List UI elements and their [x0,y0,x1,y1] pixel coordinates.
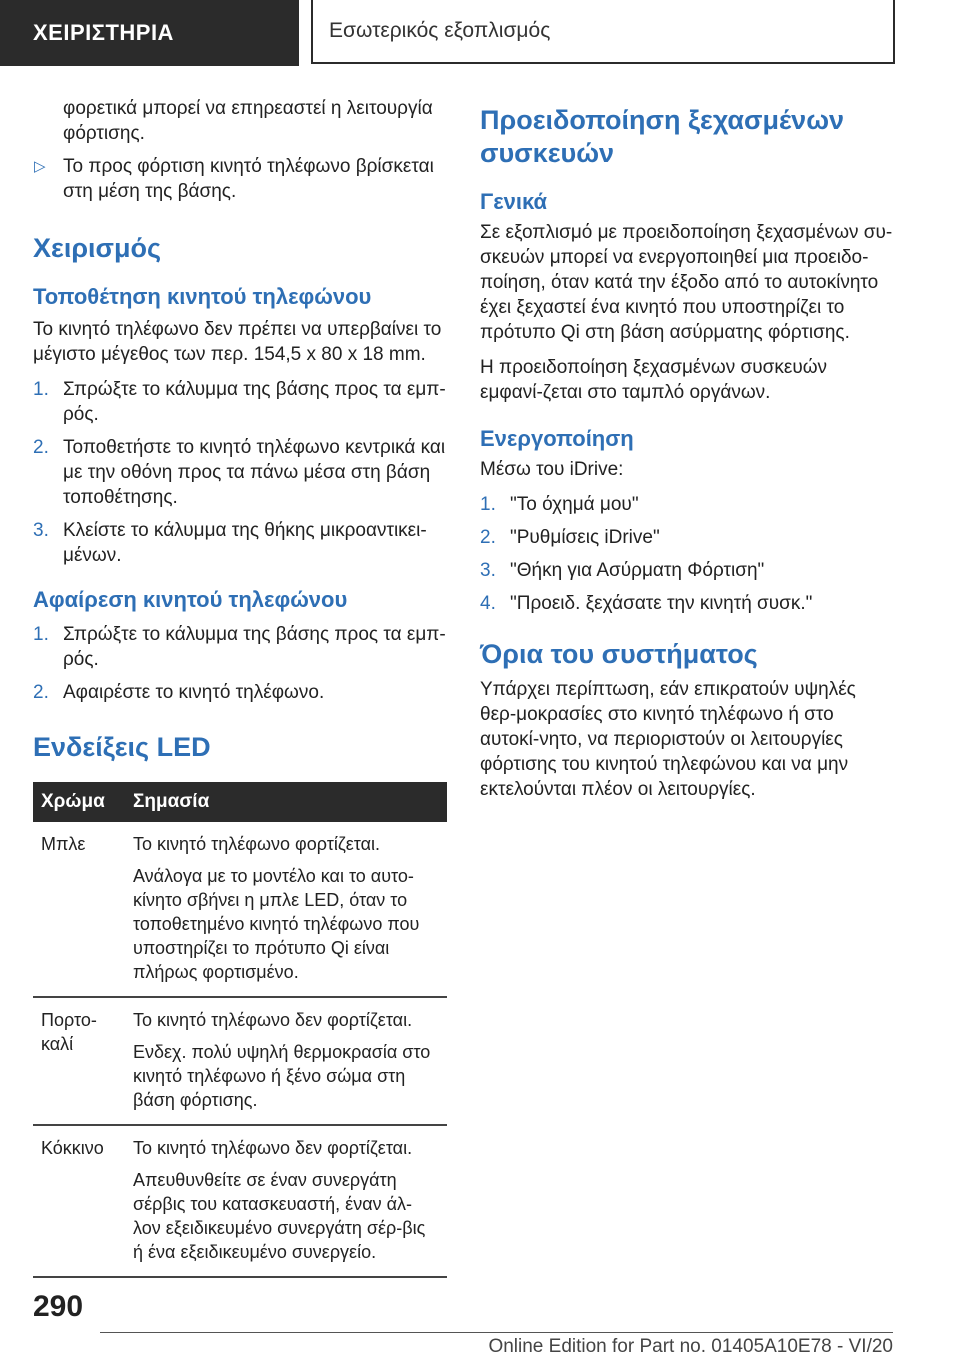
edition-label: Online Edition for Part no. 01405A10E78 - VI/20 [488,1336,893,1357]
heading-place-phone: Τοποθέτηση κινητού τηλεφώνου [33,284,372,309]
section-label: Εσωτερικός εξοπλισμός [311,0,895,64]
led-meaning-cell [125,822,447,997]
heading-activation: Ενεργοποίηση [480,426,634,451]
step-text: Σπρώξτε το κάλυμμα της βάσης προς τα εμπ-ρός. [63,624,446,670]
heading-system-limits: Όρια του συστήματος [480,639,758,669]
step-text: Τοποθετήστε το κινητό τηλέφωνο κεντρικά και με την οθόνη προς τα πάνω μέσα στη βάση τοποθέτησης. [63,437,446,508]
page-number: 290 [33,1290,84,1323]
led-color-cell: Κόκκινο [33,1125,125,1277]
list-item [33,680,447,705]
led-color-cell: Πορτο-καλί [33,997,125,1125]
heading-forgotten-devices: Προειδοποίηση ξεχασμένων συσκευών [480,105,845,168]
step-number: 1. [480,494,496,515]
step-number: 4. [480,593,496,614]
led-color-cell: Μπλε [33,822,125,997]
bullet-text: Το προς φόρτιση κινητό τηλέφωνο βρίσκεται στη μέση της βάσης. [63,156,434,202]
general-paragraph-2: Η προειδοποίηση ξεχασμένων συσκευών εμφανί-ζεται στο ταμπλό οργάνων. [480,357,828,403]
step-number: 1. [33,379,49,400]
table-row [33,1125,447,1277]
heading-remove-phone: Αφαίρεση κινητού τηλεφώνου [33,587,348,612]
meaning-line: Το κινητό τηλέφωνο δεν φορτίζεται. [133,1138,413,1158]
place-text: Το κινητό τηλέφωνο δεν πρέπει να υπερβαίνει το μέγιστο μέγεθος των περ. 154,5 x 80 x 18 mm. [33,319,442,365]
meaning-line: Ανάλογα με το μοντέλο και το αυτο-κίνητο σβήνει η μπλε LED, όταν το τοποθετημένο κινητό τηλέφωνο που υποστηρίζει το πρότυπο Qi είναι πλήρως φορτισμένο. [133,866,420,982]
meaning-line: Το κινητό τηλέφωνο δεν φορτίζεται. [133,1010,413,1030]
list-item [480,591,893,616]
list-item [480,558,893,583]
step-number: 3. [480,560,496,581]
heading-general: Γενικά [480,189,548,214]
heading-operation: Χειρισμός [33,233,162,263]
list-item [33,622,447,672]
step-number: 2. [33,682,49,703]
led-meaning-cell [125,997,447,1125]
page-footer [0,1290,960,1362]
step-text: Κλείστε το κάλυμμα της θήκης μικροαντικει-μένων. [63,520,427,566]
right-column [480,96,893,802]
list-item [480,525,893,550]
led-meaning-cell [125,1125,447,1277]
table-header-row [33,782,447,822]
bullet-item [33,154,447,204]
led-table [33,782,447,1278]
step-text: Σπρώξτε το κάλυμμα της βάσης προς τα εμπ-ρός. [63,379,446,425]
list-item [480,492,893,517]
step-number: 3. [33,520,49,541]
column-header-meaning: Σημασία [125,782,447,822]
meaning-line: Το κινητό τηλέφωνο φορτίζεται. [133,834,381,854]
place-steps [33,377,447,568]
left-column [33,96,447,1278]
list-item [33,377,447,427]
page-header [0,0,960,70]
intro-text: φορετικά μπορεί να επηρεαστεί η λειτουργία φόρτισης. [63,98,433,144]
footer-divider [100,1332,893,1333]
step-number: 2. [480,527,496,548]
step-text: "Το όχημά μου" [510,494,639,515]
table-row [33,822,447,997]
list-item [33,435,447,510]
step-number: 1. [33,624,49,645]
step-number: 2. [33,437,49,458]
table-row [33,997,447,1125]
column-header-color: Χρώμα [33,782,125,822]
limits-text: Υπάρχει περίπτωση, εάν επικρατούν υψηλές θερ-μοκρασίες στο κινητό τηλέφωνο ή στο αυτοκί-νητο, να περιοριστούν οι λειτουργίες φόρτισης του κινητού τηλεφώνου και να μην εκτελούνται πλέον οι λειτουργίες. [480,679,856,800]
heading-led: Ενδείξεις LED [33,732,211,762]
meaning-line: Απευθυνθείτε σε έναν συνεργάτη σέρβις του κατασκευαστή, έναν άλ-λον εξειδικευμένο συνεργάτη σέρ-βις ή ένα εξειδικευμένο συνεργείο. [133,1170,426,1262]
remove-steps [33,622,447,705]
step-text: "Θήκη για Ασύρματη Φόρτιση" [510,560,765,581]
step-text: "Προειδ. ξεχάσατε την κινητή συσκ." [510,593,813,614]
chapter-label: ΧΕΙΡΙΣΤΗΡΙΑ [0,0,299,66]
general-paragraph-1: Σε εξοπλισμό με προειδοποίηση ξεχασμένων συ-σκευών μπορεί να ενεργοποιηθεί μια προειδο-ποίηση, όταν κατά την έξοδο από το αυτοκίνητο έχει ξεχαστεί ένα κινητό που υποστηρίζει το πρότυπο Qi στη βάση ασύρματης φόρτισης. [480,222,893,343]
activation-steps [480,492,893,616]
step-text: "Ρυθμίσεις iDrive" [510,527,660,548]
triangle-bullet-icon: ▷ [34,158,46,175]
meaning-line: Ενδεχ. πολύ υψηλή θερμοκρασία στο κινητό τηλέφωνο ή ξένο σώμα στη βάση φόρτισης. [133,1042,431,1110]
activation-intro: Μέσω του iDrive: [480,459,624,480]
list-item [33,518,447,568]
step-text: Αφαιρέστε το κινητό τηλέφωνο. [63,682,325,703]
